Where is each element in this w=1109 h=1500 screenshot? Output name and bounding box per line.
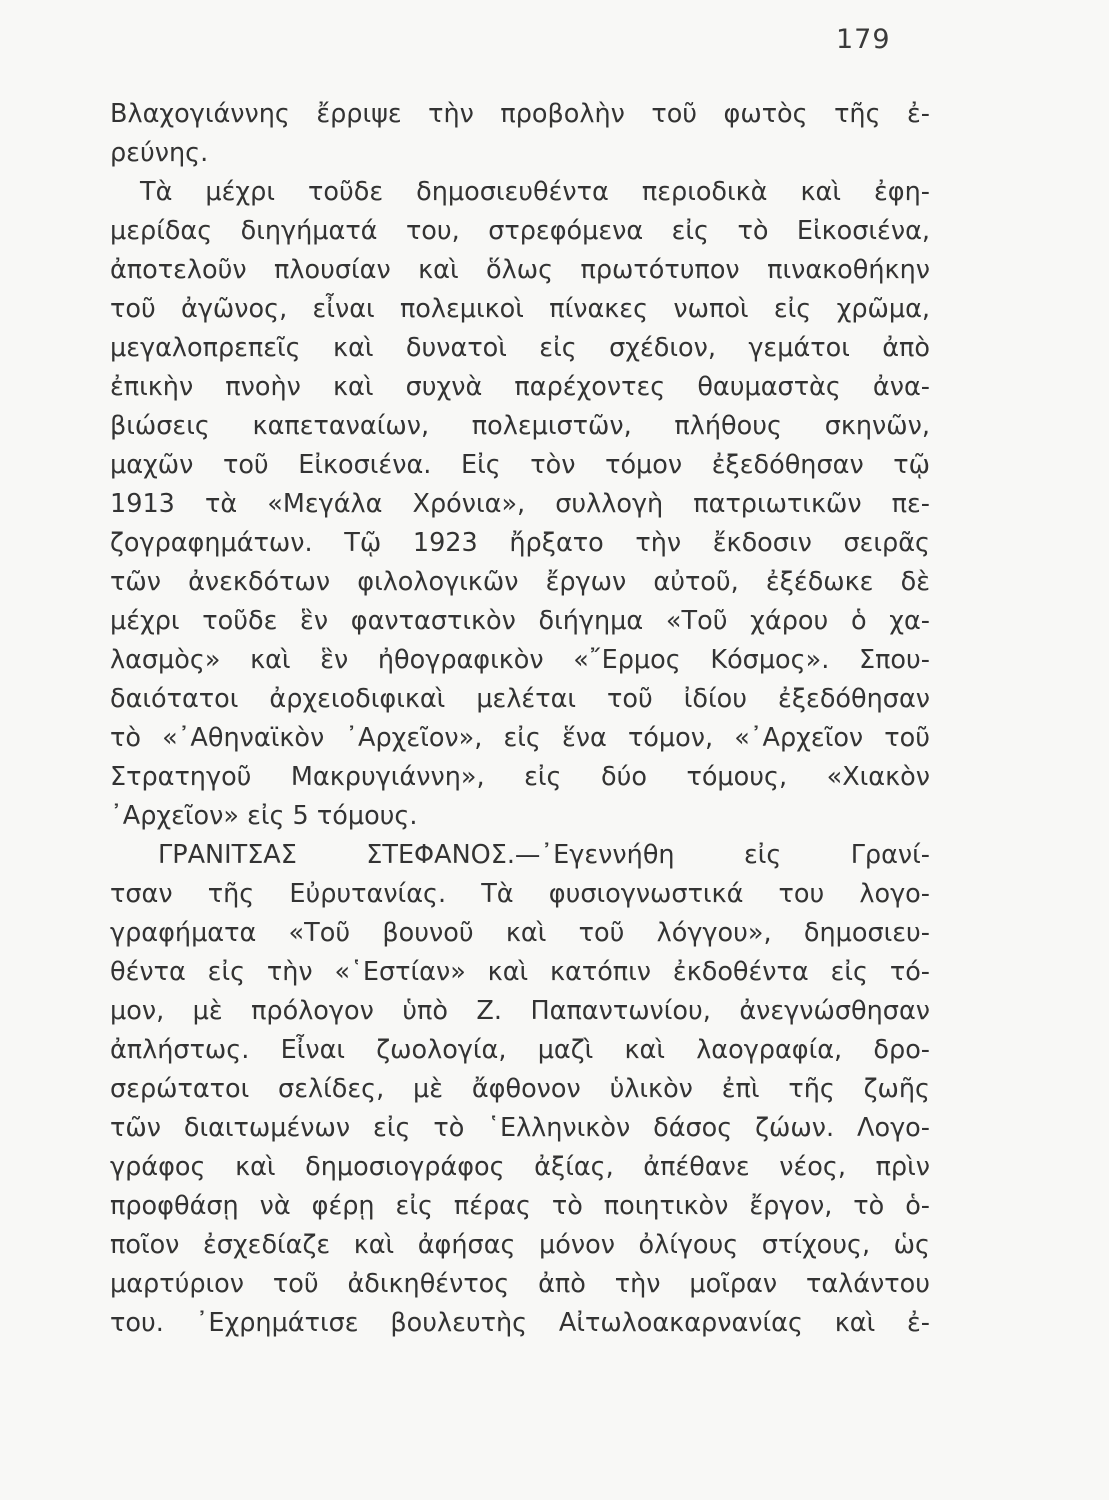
text-line: Βλαχογιάννης ἔρριψε τὴν προβολὴν τοῦ φωτὸς τῆς ἐ- xyxy=(110,99,930,129)
text-line: μαχῶν τοῦ Εἰκοσιένα. Εἰς τὸν τόμον ἐξεδόθησαν τῷ xyxy=(110,450,930,480)
text-line: γραφήματα «Τοῦ βουνοῦ καὶ τοῦ λόγγου», δημοσιευ- xyxy=(110,918,930,948)
text-line: ἀπλήστως. Εἶναι ζωολογία, μαζὶ καὶ λαογραφία, δρο- xyxy=(110,1035,930,1065)
text-line: μέχρι τοῦδε ἓν φανταστικὸν διήγημα «Τοῦ χάρου ὁ χα- xyxy=(110,606,930,636)
text-line: τὸ «᾿Αθηναϊκὸν ᾿Αρχεῖον», εἰς ἕνα τόμον, «᾿Αρχεῖον τοῦ xyxy=(110,723,930,753)
text-line: μερίδας διηγήματά του, στρεφόμενα εἰς τὸ Εἰκοσιένα, xyxy=(110,216,930,246)
text-line: ἐπικὴν πνοὴν καὶ συχνὰ παρέχοντες θαυμαστὰς ἀνα- xyxy=(110,372,930,402)
text-line: ρεύνης. xyxy=(110,138,209,168)
body-text xyxy=(110,95,930,1343)
text-line: ποῖον ἐσχεδίαζε καὶ ἀφήσας μόνον ὀλίγους στίχους, ὡς xyxy=(110,1230,930,1260)
page-number: 179 xyxy=(836,24,891,55)
text-line: θέντα εἰς τὴν «῾Εστίαν» καὶ κατόπιν ἐκδοθέντα εἰς τό- xyxy=(110,957,930,987)
text-line: ἀποτελοῦν πλουσίαν καὶ ὅλως πρωτότυπον πινακοθήκην xyxy=(110,255,930,285)
text-line: τῶν ἀνεκδότων φιλολογικῶν ἔργων αὐτοῦ, ἐξέδωκε δὲ xyxy=(110,567,930,597)
text-line: τσαν τῆς Εὐρυτανίας. Τὰ φυσιογνωστικά του λογο- xyxy=(110,879,930,909)
text-line: μον, μὲ πρόλογον ὑπὸ Ζ. Παπαντωνίου, ἀνεγνώσθησαν xyxy=(110,996,930,1026)
text-line: προφθάσῃ νὰ φέρῃ εἰς πέρας τὸ ποιητικὸν ἔργον, τὸ ὁ- xyxy=(110,1191,930,1221)
entry-heading-line: ΓΡΑΝΙΤΣΑΣ ΣΤΕΦΑΝΟΣ.—᾿Εγεννήθη εἰς Γρανί- xyxy=(158,840,930,870)
text-line: λασμὸς» καὶ ἓν ἠθογραφικὸν «῎Ερμος Κόσμος». Σπου- xyxy=(110,645,930,675)
paragraph-start-line: Τὰ μέχρι τοῦδε δημοσιευθέντα περιοδικὰ καὶ ἐφη- xyxy=(140,177,930,207)
text-line: γράφος καὶ δημοσιογράφος ἀξίας, ἀπέθανε νέος, πρὶν xyxy=(110,1152,930,1182)
text-line: τῶν διαιτωμένων εἰς τὸ ῾Ελληνικὸν δάσος ζώων. Λογο- xyxy=(110,1113,930,1143)
text-line: μαρτύριον τοῦ ἀδικηθέντος ἀπὸ τὴν μοῖραν ταλάντου xyxy=(110,1269,930,1299)
text-line: ζογραφημάτων. Τῷ 1923 ἤρξατο τὴν ἔκδοσιν σειρᾶς xyxy=(110,528,930,558)
text-line: ᾿Αρχεῖον» εἰς 5 τόμους. xyxy=(110,801,418,831)
text-line: βιώσεις καπεταναίων, πολεμιστῶν, πλήθους σκηνῶν, xyxy=(110,411,930,441)
text-line: του. ᾿Εχρημάτισε βουλευτὴς Αἰτωλοακαρνανίας καὶ ἐ- xyxy=(110,1308,930,1338)
text-line: μεγαλοπρεπεῖς καὶ δυνατοὶ εἰς σχέδιον, γεμάτοι ἀπὸ xyxy=(110,333,930,363)
text-line: Στρατηγοῦ Μακρυγιάννη», εἰς δύο τόμους, «Χιακὸν xyxy=(110,762,930,792)
text-line: δαιότατοι ἀρχειοδιφικαὶ μελέται τοῦ ἰδίου ἐξεδόθησαν xyxy=(110,684,930,714)
text-line: 1913 τὰ «Μεγάλα Χρόνια», συλλογὴ πατριωτικῶν πε- xyxy=(110,489,930,519)
text-line: σερώτατοι σελίδες, μὲ ἄφθονον ὑλικὸν ἐπὶ τῆς ζωῆς xyxy=(110,1074,930,1104)
text-line: τοῦ ἀγῶνος, εἶναι πολεμικοὶ πίνακες νωποὶ εἰς χρῶμα, xyxy=(110,294,930,324)
